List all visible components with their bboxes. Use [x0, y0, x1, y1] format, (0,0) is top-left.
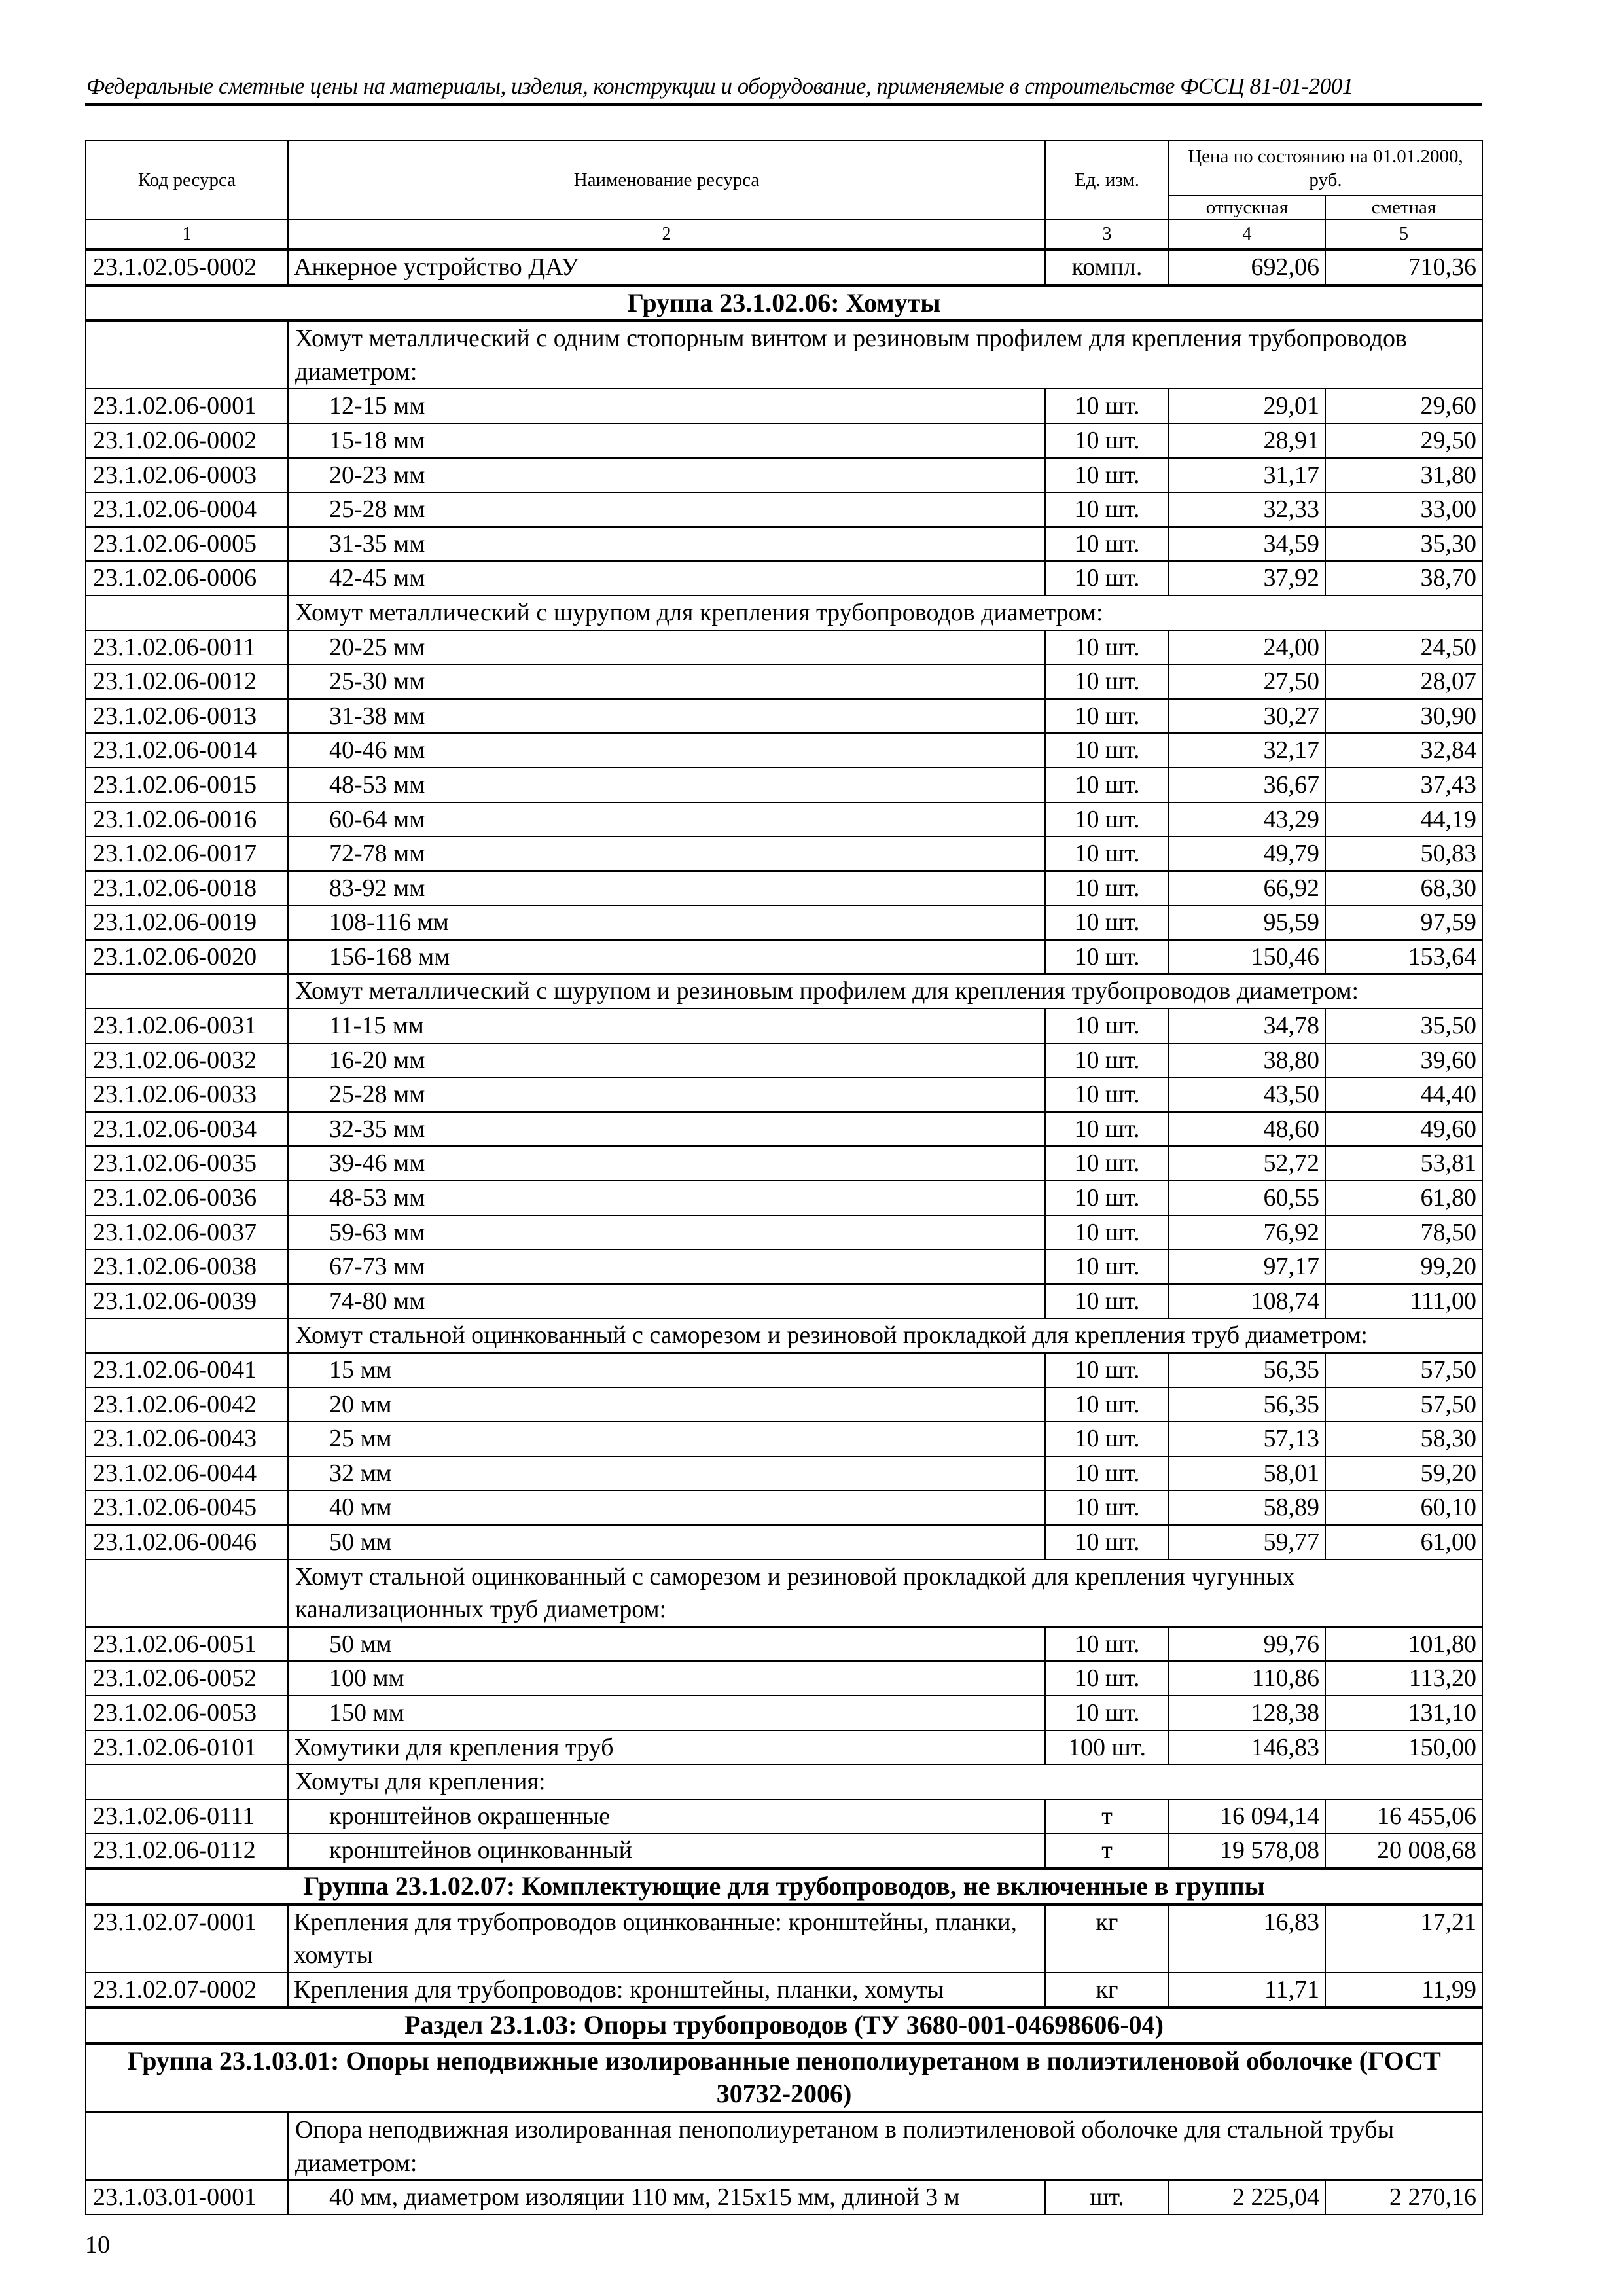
release-price: 32,17: [1169, 733, 1325, 768]
unit-of-measure: 10 шт.: [1045, 1661, 1169, 1696]
resource-code: 23.1.02.06-0001: [86, 389, 288, 423]
unit-of-measure: 10 шт.: [1045, 905, 1169, 940]
resource-name: 50 мм: [288, 1525, 1045, 1560]
release-price: 97,17: [1169, 1249, 1325, 1284]
release-price: 66,92: [1169, 871, 1325, 906]
estimate-price: 16 455,06: [1325, 1799, 1482, 1834]
release-price: 24,00: [1169, 630, 1325, 665]
group-heading: Группа 23.1.02.07: Комплектующие для трубопроводов, не включенные в группы: [86, 1869, 1482, 1905]
unit-of-measure: 10 шт.: [1045, 492, 1169, 527]
resource-code: 23.1.02.06-0019: [86, 905, 288, 940]
unit-of-measure: 10 шт.: [1045, 733, 1169, 768]
empty-code-cell: [86, 974, 288, 1009]
resource-code: 23.1.02.06-0033: [86, 1077, 288, 1112]
table-row: [86, 802, 1482, 837]
resource-name: 20-25 мм: [288, 630, 1045, 665]
column-number: 1: [86, 219, 288, 249]
resource-code: 23.1.02.06-0052: [86, 1661, 288, 1696]
resource-code: 23.1.02.06-0112: [86, 1833, 288, 1869]
release-price: 57,13: [1169, 1422, 1325, 1456]
release-price: 34,59: [1169, 527, 1325, 562]
resource-name: 48-53 мм: [288, 768, 1045, 802]
resource-name: 42-45 мм: [288, 561, 1045, 596]
table-row: [86, 1249, 1482, 1284]
unit-of-measure: 10 шт.: [1045, 768, 1169, 802]
resource-name: 40 мм: [288, 1490, 1045, 1525]
resource-name: 156-168 мм: [288, 940, 1045, 975]
estimate-price: 11,99: [1325, 1973, 1482, 2008]
unit-of-measure: компл.: [1045, 249, 1169, 285]
resource-code: 23.1.02.06-0034: [86, 1112, 288, 1147]
resource-code: 23.1.02.06-0011: [86, 630, 288, 665]
resource-name: 25 мм: [288, 1422, 1045, 1456]
resource-name: Анкерное устройство ДАУ: [288, 249, 1045, 285]
resource-name: 74-80 мм: [288, 1284, 1045, 1319]
resource-name: 25-28 мм: [288, 492, 1045, 527]
resource-code: 23.1.02.06-0015: [86, 768, 288, 802]
resource-code: 23.1.02.07-0002: [86, 1973, 288, 2008]
estimate-price: 44,40: [1325, 1077, 1482, 1112]
resource-code: 23.1.02.06-0005: [86, 527, 288, 562]
table-row: [86, 1215, 1482, 1250]
resource-code: 23.1.02.06-0101: [86, 1731, 288, 1765]
page-number: 10: [85, 2231, 110, 2259]
resource-name: 32 мм: [288, 1456, 1045, 1491]
table-row: [86, 630, 1482, 665]
release-price: 43,50: [1169, 1077, 1325, 1112]
unit-of-measure: 10 шт.: [1045, 1456, 1169, 1491]
estimate-price: 29,60: [1325, 389, 1482, 423]
release-price: 2 225,04: [1169, 2180, 1325, 2215]
resource-name: 40 мм, диаметром изоляции 110 мм, 215х15 мм, длиной 3 м: [288, 2180, 1045, 2215]
unit-of-measure: 10 шт.: [1045, 836, 1169, 871]
unit-of-measure: 10 шт.: [1045, 1112, 1169, 1147]
resource-name: 20 мм: [288, 1388, 1045, 1422]
table-row: [86, 733, 1482, 768]
group-heading-row: [86, 285, 1482, 321]
release-price: 16,83: [1169, 1905, 1325, 1973]
release-price: 27,50: [1169, 664, 1325, 699]
column-number: 4: [1169, 219, 1325, 249]
empty-code-cell: [86, 1318, 288, 1353]
resource-name: 72-78 мм: [288, 836, 1045, 871]
release-price: 30,27: [1169, 699, 1325, 734]
unit-of-measure: 10 шт.: [1045, 1627, 1169, 1662]
estimate-price: 61,80: [1325, 1181, 1482, 1215]
table-row: [86, 768, 1482, 802]
estimate-price: 61,00: [1325, 1525, 1482, 1560]
table-row: [86, 1731, 1482, 1765]
estimate-price: 28,07: [1325, 664, 1482, 699]
resource-name: 40-46 мм: [288, 733, 1045, 768]
estimate-price: 101,80: [1325, 1627, 1482, 1662]
unit-of-measure: 10 шт.: [1045, 1490, 1169, 1525]
resource-name: 25-30 мм: [288, 664, 1045, 699]
resource-code: 23.1.02.06-0043: [86, 1422, 288, 1456]
release-price: 56,35: [1169, 1388, 1325, 1422]
resource-code: 23.1.02.06-0039: [86, 1284, 288, 1319]
estimate-price: 37,43: [1325, 768, 1482, 802]
resource-code: 23.1.02.06-0046: [86, 1525, 288, 1560]
resource-name: 108-116 мм: [288, 905, 1045, 940]
estimate-price: 57,50: [1325, 1388, 1482, 1422]
table-row: [86, 527, 1482, 562]
unit-of-measure: 10 шт.: [1045, 1146, 1169, 1181]
estimate-price: 49,60: [1325, 1112, 1482, 1147]
resource-code: 23.1.02.06-0032: [86, 1043, 288, 1078]
resource-code: 23.1.02.06-0020: [86, 940, 288, 975]
resource-code: 23.1.02.06-0042: [86, 1388, 288, 1422]
empty-code-cell: [86, 1560, 288, 1627]
resource-name: 100 мм: [288, 1661, 1045, 1696]
resource-code: 23.1.02.06-0037: [86, 1215, 288, 1250]
unit-of-measure: 10 шт.: [1045, 871, 1169, 906]
resource-code: 23.1.02.06-0044: [86, 1456, 288, 1491]
empty-code-cell: [86, 321, 288, 389]
estimate-price: 29,50: [1325, 423, 1482, 458]
resource-name: 31-35 мм: [288, 527, 1045, 562]
estimate-price: 38,70: [1325, 561, 1482, 596]
unit-of-measure: 10 шт.: [1045, 1284, 1169, 1319]
release-price: 32,33: [1169, 492, 1325, 527]
subheading-text: Хомут стальной оцинкованный с саморезом и резиновой прокладкой для крепления труб диаметром:: [288, 1318, 1482, 1353]
table-row: [86, 1388, 1482, 1422]
unit-of-measure: кг: [1045, 1905, 1169, 1973]
estimate-price: 53,81: [1325, 1146, 1482, 1181]
resource-code: 23.1.02.06-0012: [86, 664, 288, 699]
release-price: 76,92: [1169, 1215, 1325, 1250]
resource-code: 23.1.02.06-0002: [86, 423, 288, 458]
unit-of-measure: 10 шт.: [1045, 1077, 1169, 1112]
resource-name: 67-73 мм: [288, 1249, 1045, 1284]
resource-code: 23.1.02.07-0001: [86, 1905, 288, 1973]
estimate-price: 17,21: [1325, 1905, 1482, 1973]
estimate-price: 20 008,68: [1325, 1833, 1482, 1869]
release-price: 146,83: [1169, 1731, 1325, 1765]
table-row: [86, 458, 1482, 493]
release-price: 95,59: [1169, 905, 1325, 940]
estimate-price: 59,20: [1325, 1456, 1482, 1491]
table-row: [86, 492, 1482, 527]
estimate-price: 97,59: [1325, 905, 1482, 940]
header-name: Наименование ресурса: [288, 141, 1045, 219]
table-row: [86, 871, 1482, 906]
table-row: [86, 1627, 1482, 1662]
estimate-price: 33,00: [1325, 492, 1482, 527]
resource-code: 23.1.02.06-0111: [86, 1799, 288, 1834]
resource-code: 23.1.02.06-0018: [86, 871, 288, 906]
subheading-text: Хомут стальной оцинкованный с саморезом и резиновой прокладкой для крепления чугунных канализационных труб диаметром:: [288, 1560, 1482, 1627]
estimate-price: 50,83: [1325, 836, 1482, 871]
release-price: 56,35: [1169, 1353, 1325, 1388]
resource-name: 11-15 мм: [288, 1009, 1045, 1043]
estimate-price: 31,80: [1325, 458, 1482, 493]
table-row: [86, 1490, 1482, 1525]
resource-name: 25-28 мм: [288, 1077, 1045, 1112]
empty-code-cell: [86, 596, 288, 630]
estimate-price: 39,60: [1325, 1043, 1482, 1078]
estimate-price: 58,30: [1325, 1422, 1482, 1456]
table-row: [86, 1905, 1482, 1973]
unit-of-measure: 10 шт.: [1045, 1249, 1169, 1284]
resource-code: 23.1.02.06-0051: [86, 1627, 288, 1662]
empty-code-cell: [86, 1765, 288, 1799]
header-unit: Ед. изм.: [1045, 141, 1169, 219]
resource-name: Крепления для трубопроводов оцинкованные: кронштейны, планки, хомуты: [288, 1905, 1045, 1973]
release-price: 37,92: [1169, 561, 1325, 596]
unit-of-measure: 10 шт.: [1045, 1181, 1169, 1215]
running-head: Федеральные сметные цены на материалы, изделия, конструкции и оборудование, применяемые в строительстве ФССЦ 81-01-2001: [86, 73, 1353, 99]
resource-code: 23.1.02.06-0006: [86, 561, 288, 596]
resource-code: 23.1.02.06-0014: [86, 733, 288, 768]
estimate-price: 131,10: [1325, 1696, 1482, 1731]
resource-code: 23.1.03.01-0001: [86, 2180, 288, 2215]
subheading-row: [86, 1560, 1482, 1627]
estimate-price: 44,19: [1325, 802, 1482, 837]
resource-name: кронштейнов окрашенные: [288, 1799, 1045, 1834]
table-row: [86, 940, 1482, 975]
table-row: [86, 1833, 1482, 1869]
table-row: [86, 1181, 1482, 1215]
resource-code: 23.1.02.06-0031: [86, 1009, 288, 1043]
header-release-price: отпускная: [1169, 196, 1325, 219]
column-number: 5: [1325, 219, 1482, 249]
table-row: [86, 1112, 1482, 1147]
header-code: Код ресурса: [86, 141, 288, 219]
estimate-price: 30,90: [1325, 699, 1482, 734]
table-body: [86, 249, 1482, 2215]
table-row: [86, 1696, 1482, 1731]
release-price: 59,77: [1169, 1525, 1325, 1560]
group-heading-row: [86, 2007, 1482, 2043]
column-number: 3: [1045, 219, 1169, 249]
unit-of-measure: 10 шт.: [1045, 423, 1169, 458]
resource-code: 23.1.02.06-0016: [86, 802, 288, 837]
estimate-price: 35,30: [1325, 527, 1482, 562]
resource-name: 59-63 мм: [288, 1215, 1045, 1250]
release-price: 49,79: [1169, 836, 1325, 871]
subheading-row: [86, 596, 1482, 630]
unit-of-measure: 10 шт.: [1045, 630, 1169, 665]
release-price: 58,89: [1169, 1490, 1325, 1525]
resource-code: 23.1.02.06-0041: [86, 1353, 288, 1388]
resource-code: 23.1.02.06-0045: [86, 1490, 288, 1525]
unit-of-measure: 10 шт.: [1045, 1696, 1169, 1731]
resource-name: 150 мм: [288, 1696, 1045, 1731]
unit-of-measure: т: [1045, 1799, 1169, 1834]
release-price: 108,74: [1169, 1284, 1325, 1319]
unit-of-measure: 10 шт.: [1045, 1215, 1169, 1250]
unit-of-measure: 10 шт.: [1045, 1525, 1169, 1560]
subheading-row: [86, 2112, 1482, 2180]
table-row: [86, 836, 1482, 871]
table-row: [86, 1077, 1482, 1112]
header-rule: [85, 103, 1482, 106]
release-price: 110,86: [1169, 1661, 1325, 1696]
resource-code: 23.1.02.06-0035: [86, 1146, 288, 1181]
unit-of-measure: 10 шт.: [1045, 1009, 1169, 1043]
release-price: 34,78: [1169, 1009, 1325, 1043]
release-price: 150,46: [1169, 940, 1325, 975]
resource-name: 16-20 мм: [288, 1043, 1045, 1078]
resource-code: 23.1.02.06-0003: [86, 458, 288, 493]
column-number: 2: [288, 219, 1045, 249]
group-heading: Раздел 23.1.03: Опоры трубопроводов (ТУ 3680-001-04698606-04): [86, 2007, 1482, 2043]
estimate-price: 710,36: [1325, 249, 1482, 285]
unit-of-measure: 100 шт.: [1045, 1731, 1169, 1765]
release-price: 52,72: [1169, 1146, 1325, 1181]
subheading-row: [86, 1765, 1482, 1799]
release-price: 31,17: [1169, 458, 1325, 493]
table-row: [86, 699, 1482, 734]
resource-name: 20-23 мм: [288, 458, 1045, 493]
subheading-text: Опора неподвижная изолированная пенополиуретаном в полиэтиленовой оболочке для стальной трубы диаметром:: [288, 2112, 1482, 2180]
estimate-price: 111,00: [1325, 1284, 1482, 1319]
unit-of-measure: шт.: [1045, 2180, 1169, 2215]
release-price: 11,71: [1169, 1973, 1325, 2008]
price-table: [85, 140, 1483, 2215]
estimate-price: 150,00: [1325, 1731, 1482, 1765]
estimate-price: 35,50: [1325, 1009, 1482, 1043]
subheading-row: [86, 1318, 1482, 1353]
estimate-price: 57,50: [1325, 1353, 1482, 1388]
resource-name: Крепления для трубопроводов: кронштейны, планки, хомуты: [288, 1973, 1045, 2008]
release-price: 38,80: [1169, 1043, 1325, 1078]
table-row: [86, 664, 1482, 699]
subheading-text: Хомут металлический с шурупом для крепления трубопроводов диаметром:: [288, 596, 1482, 630]
subheading-row: [86, 321, 1482, 389]
header-price: Цена по состоянию на 01.01.2000, руб.: [1169, 141, 1482, 196]
resource-name: Хомутики для крепления труб: [288, 1731, 1045, 1765]
table-row: [86, 905, 1482, 940]
unit-of-measure: 10 шт.: [1045, 1353, 1169, 1388]
resource-code: 23.1.02.06-0017: [86, 836, 288, 871]
header-estimate-price: сметная: [1325, 196, 1482, 219]
resource-name: 50 мм: [288, 1627, 1045, 1662]
unit-of-measure: 10 шт.: [1045, 561, 1169, 596]
subheading-text: Хомут металлический с одним стопорным винтом и резиновым профилем для крепления трубопроводов диаметром:: [288, 321, 1482, 389]
resource-name: 31-38 мм: [288, 699, 1045, 734]
release-price: 692,06: [1169, 249, 1325, 285]
table-row: [86, 249, 1482, 285]
unit-of-measure: 10 шт.: [1045, 802, 1169, 837]
subheading-text: Хомут металлический с шурупом и резиновым профилем для крепления трубопроводов диаметром:: [288, 974, 1482, 1009]
resource-name: 48-53 мм: [288, 1181, 1045, 1215]
unit-of-measure: 10 шт.: [1045, 527, 1169, 562]
table-row: [86, 1661, 1482, 1696]
release-price: 19 578,08: [1169, 1833, 1325, 1869]
table-row: [86, 1146, 1482, 1181]
table-row: [86, 2180, 1482, 2215]
resource-name: 12-15 мм: [288, 389, 1045, 423]
resource-name: 83-92 мм: [288, 871, 1045, 906]
resource-code: 23.1.02.06-0036: [86, 1181, 288, 1215]
unit-of-measure: 10 шт.: [1045, 1388, 1169, 1422]
unit-of-measure: 10 шт.: [1045, 664, 1169, 699]
empty-code-cell: [86, 2112, 288, 2180]
unit-of-measure: 10 шт.: [1045, 389, 1169, 423]
resource-code: 23.1.02.06-0053: [86, 1696, 288, 1731]
release-price: 60,55: [1169, 1181, 1325, 1215]
unit-of-measure: 10 шт.: [1045, 699, 1169, 734]
resource-name: кронштейнов оцинкованный: [288, 1833, 1045, 1869]
estimate-price: 99,20: [1325, 1249, 1482, 1284]
resource-code: 23.1.02.06-0004: [86, 492, 288, 527]
table-row: [86, 1799, 1482, 1834]
group-heading-row: [86, 2043, 1482, 2112]
unit-of-measure: т: [1045, 1833, 1169, 1869]
table-row: [86, 1973, 1482, 2008]
table-row: [86, 423, 1482, 458]
estimate-price: 113,20: [1325, 1661, 1482, 1696]
estimate-price: 153,64: [1325, 940, 1482, 975]
release-price: 48,60: [1169, 1112, 1325, 1147]
table-row: [86, 1525, 1482, 1560]
table-row: [86, 1353, 1482, 1388]
table-row: [86, 1009, 1482, 1043]
group-heading: Группа 23.1.03.01: Опоры неподвижные изолированные пенополиуретаном в полиэтиленовой оболочке (ГОСТ 30732-2006): [86, 2043, 1482, 2112]
release-price: 58,01: [1169, 1456, 1325, 1491]
resource-code: 23.1.02.06-0038: [86, 1249, 288, 1284]
resource-name: 60-64 мм: [288, 802, 1045, 837]
table-row: [86, 389, 1482, 423]
release-price: 29,01: [1169, 389, 1325, 423]
estimate-price: 2 270,16: [1325, 2180, 1482, 2215]
resource-name: 15-18 мм: [288, 423, 1045, 458]
resource-name: 39-46 мм: [288, 1146, 1045, 1181]
release-price: 43,29: [1169, 802, 1325, 837]
unit-of-measure: 10 шт.: [1045, 458, 1169, 493]
release-price: 28,91: [1169, 423, 1325, 458]
resource-code: 23.1.02.06-0013: [86, 699, 288, 734]
subheading-row: [86, 974, 1482, 1009]
unit-of-measure: кг: [1045, 1973, 1169, 2008]
release-price: 16 094,14: [1169, 1799, 1325, 1834]
group-heading-row: [86, 1869, 1482, 1905]
resource-name: 15 мм: [288, 1353, 1045, 1388]
estimate-price: 68,30: [1325, 871, 1482, 906]
table-row: [86, 1284, 1482, 1319]
release-price: 36,67: [1169, 768, 1325, 802]
estimate-price: 24,50: [1325, 630, 1482, 665]
estimate-price: 78,50: [1325, 1215, 1482, 1250]
release-price: 99,76: [1169, 1627, 1325, 1662]
unit-of-measure: 10 шт.: [1045, 1422, 1169, 1456]
estimate-price: 60,10: [1325, 1490, 1482, 1525]
table-row: [86, 1456, 1482, 1491]
unit-of-measure: 10 шт.: [1045, 940, 1169, 975]
subheading-text: Хомуты для крепления:: [288, 1765, 1482, 1799]
table-row: [86, 1422, 1482, 1456]
release-price: 128,38: [1169, 1696, 1325, 1731]
table-row: [86, 561, 1482, 596]
group-heading: Группа 23.1.02.06: Хомуты: [86, 285, 1482, 321]
table-row: [86, 1043, 1482, 1078]
resource-code: 23.1.02.05-0002: [86, 249, 288, 285]
unit-of-measure: 10 шт.: [1045, 1043, 1169, 1078]
estimate-price: 32,84: [1325, 733, 1482, 768]
resource-name: 32-35 мм: [288, 1112, 1045, 1147]
